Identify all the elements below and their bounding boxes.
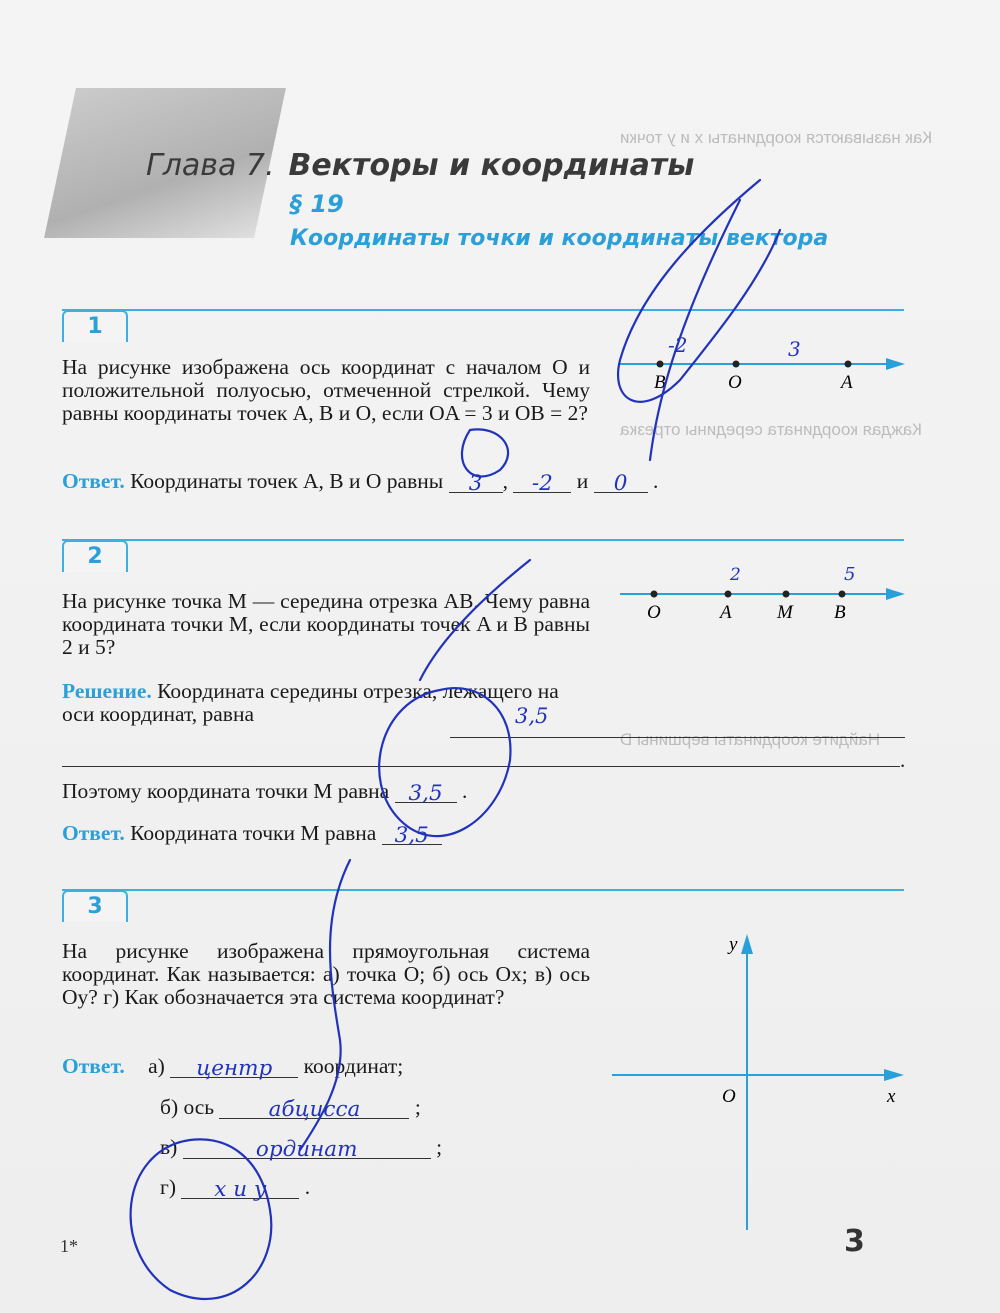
- hw-m-value: 3,5: [408, 781, 443, 806]
- item-b-label: б) ось: [160, 1095, 215, 1119]
- hw-answer-m: 3,5: [394, 823, 429, 848]
- scribble-stroke-2: [420, 560, 530, 680]
- item-a-label: а): [148, 1054, 165, 1078]
- hw-answer-o: 0: [613, 471, 628, 496]
- answer-prefix: Координаты точек A, B и O равны: [130, 469, 444, 493]
- scribble-stroke-3: [300, 860, 350, 1150]
- point-b-label: B: [654, 372, 666, 393]
- show-through-text: Найдите координаты вершины D: [620, 730, 881, 749]
- point-o-label: O: [728, 372, 742, 393]
- hw-solution-formula: 3,5: [515, 704, 549, 728]
- paragraph-number: § 19: [290, 190, 344, 218]
- hw-answer-g: х и у: [214, 1177, 267, 1202]
- answer-text: Координата точки M равна: [130, 821, 377, 845]
- scribble-circle-ob: [462, 429, 508, 476]
- axis-x-label: x: [887, 1086, 896, 1107]
- point-m-label: M: [777, 602, 793, 623]
- axis-y-label: y: [729, 934, 738, 955]
- answer-and: и: [576, 469, 589, 493]
- hw-answer-v: ординат: [255, 1137, 358, 1162]
- point-b-label: B: [834, 602, 846, 623]
- solution-text: Координата середины отрезка, лежащего на оси координат, равна: [62, 679, 559, 726]
- answer-comma: ,: [502, 469, 508, 493]
- page-number: 3: [844, 1224, 865, 1259]
- task1-question-text: На рисунке изображена ось координат с началом O и положительной полуосью, отмеченной стрелкой. Чему равны координаты точек A, B и O, если OA = 3 и OB = 2?: [62, 355, 590, 425]
- scribble-circle-bottom: [131, 1139, 272, 1299]
- item-b-suffix: ;: [414, 1095, 421, 1119]
- hw-axis-a: 2: [730, 565, 741, 585]
- show-through-text: Как называются координаты x и y точки: [620, 128, 933, 147]
- task-number-3: 3: [62, 890, 128, 922]
- item-v-suffix: ;: [436, 1135, 443, 1159]
- hw-axis-b: 5: [844, 564, 856, 585]
- task3-question-text: На рисунке изображена прямоугольная система координат. Как называется: а) точка O; б) ось Ox; в) ось Oy? г) Как обозначается эта система координат?: [62, 939, 590, 1009]
- solution-text-2: Поэтому координата точки M равна: [62, 779, 390, 803]
- hw-answer-b: абцисса: [268, 1097, 361, 1122]
- solution-period: .: [900, 748, 906, 772]
- hw-axis-b: -2: [668, 333, 688, 357]
- hw-answer-a: 3: [468, 471, 483, 496]
- signature-mark: 1*: [60, 1236, 78, 1256]
- chapter-number: Глава 7.: [146, 148, 275, 183]
- answer-period: .: [652, 469, 659, 493]
- origin-label: O: [722, 1086, 736, 1107]
- hw-axis-a: 3: [788, 337, 801, 361]
- hw-answer-a: центр: [196, 1056, 273, 1081]
- hw-answer-b: -2: [531, 471, 553, 496]
- answer-label: Ответ.: [62, 1054, 125, 1078]
- answer-label: Ответ.: [62, 821, 125, 845]
- answer-label: Ответ.: [62, 469, 125, 493]
- item-v-label: в): [160, 1135, 178, 1159]
- task-number-1: 1: [62, 310, 128, 342]
- task-number-2: 2: [62, 540, 128, 572]
- solution-label: Решение.: [62, 679, 152, 703]
- point-a-label: A: [720, 602, 732, 623]
- task2-solution-2: Поэтому координата точки M равна 3,5 .: [62, 779, 468, 806]
- item-a-suffix: координат;: [303, 1054, 404, 1078]
- item-g-label: г): [160, 1175, 176, 1199]
- chapter-title: Векторы и координаты: [288, 148, 695, 183]
- task2-question-text: На рисунке точка M — середина отрезка AB. Чему равна координата точки M, если координаты точек A и B равны 2 и 5?: [62, 589, 590, 659]
- point-a-label: A: [841, 372, 853, 393]
- scribble-circle-solution: [379, 688, 510, 836]
- section-subtitle: Координаты точки и координаты вектора: [290, 226, 829, 251]
- point-o-label: O: [647, 602, 661, 623]
- item-g-suffix: .: [304, 1175, 311, 1199]
- show-through-text: Каждая координата середины отрезка: [620, 420, 922, 439]
